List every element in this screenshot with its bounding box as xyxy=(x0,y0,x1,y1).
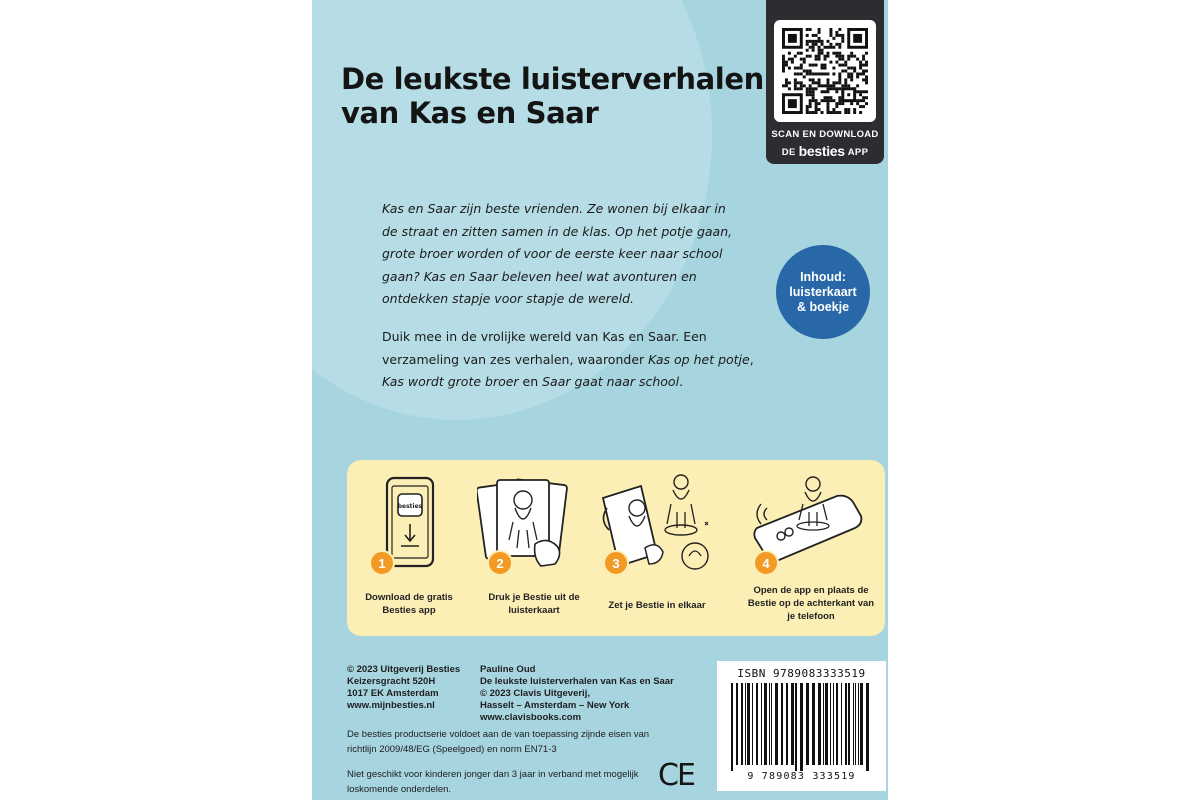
credits-line: © 2023 Clavis Uitgeverij, xyxy=(480,688,590,699)
step-3 xyxy=(593,460,733,636)
qr-caption-2 xyxy=(766,143,884,159)
step-text: Zet je Bestie in elkaar xyxy=(608,600,706,611)
step-number: 3 xyxy=(603,550,629,576)
book-title xyxy=(341,62,764,130)
isbn-label: ISBN 9789083333519 xyxy=(737,667,866,680)
ce-mark-icon: CE xyxy=(658,758,694,793)
credits-info xyxy=(480,664,674,724)
qr-code[interactable] xyxy=(774,20,876,122)
step-1 xyxy=(347,460,481,636)
barcode-icon xyxy=(729,683,874,771)
badge-line-2: luisterkaart xyxy=(789,284,857,299)
contents-badge xyxy=(776,245,870,339)
step-4 xyxy=(735,460,885,636)
qr-code-icon xyxy=(782,28,868,114)
publisher-line: Keizersgracht 520H xyxy=(347,676,436,687)
step-number: 2 xyxy=(487,550,513,576)
back-cover xyxy=(312,0,888,800)
publisher-info xyxy=(347,664,460,712)
step-text: Download de gratis Besties app xyxy=(365,592,453,616)
step-text: Druk je Bestie uit de luisterkaart xyxy=(488,592,580,616)
credits-line: De leukste luisterverhalen van Kas en Saar xyxy=(480,676,674,687)
title-line-1: De leukste luisterverhalen xyxy=(341,62,764,96)
publisher-line: © 2023 Uitgeverij Besties xyxy=(347,664,461,675)
story-title-1: Kas op het potje xyxy=(648,351,750,367)
badge-line-3: & boekje xyxy=(796,299,850,314)
step-number: 1 xyxy=(369,550,395,576)
description-sep-2: en xyxy=(518,374,543,389)
badge-line-1: Inhoud: xyxy=(800,269,846,284)
description-text: Duik mee in de vrolijke wereld van Kas en Saar. Een verzameling van zes verhalen, waaronder xyxy=(382,329,707,367)
description-paragraph xyxy=(382,326,762,394)
qr-caption-suffix: APP xyxy=(847,147,869,158)
compliance-text: De besties productserie voldoet aan de van toepassing zijnde eisen van richtlijn 2009/48/EG (Speelgoed) en norm EN71-3 xyxy=(347,729,650,755)
description-end: . xyxy=(679,374,684,389)
phone-app-label: besties xyxy=(397,503,423,510)
story-title-2: Kas wordt grote broer xyxy=(382,374,519,389)
step-number: 4 xyxy=(753,550,779,576)
intro-paragraph: Kas en Saar zijn beste vrienden. Ze wonen bij elkaar in de straat en zitten samen in de klas. Op het potje gaan, grote broer worden of voor de eerste keer naar school gaan? Kas en Saar beleven heel wat avonturen en ontdekken stapje voor stapje de wereld. xyxy=(382,201,733,306)
description-sep-1: , xyxy=(749,351,754,367)
barcode xyxy=(717,661,886,791)
story-title-3: Saar gaat naar school xyxy=(542,374,680,389)
title-line-2: van Kas en Saar xyxy=(341,96,599,130)
age-warning: Niet geschikt voor kinderen jonger dan 3 jaar in verband met mogelijk loskomende onderdelen. xyxy=(347,769,639,795)
credits-line: Pauline Oud xyxy=(480,664,536,675)
credits-website[interactable]: www.clavisbooks.com xyxy=(480,712,582,723)
instructions-panel xyxy=(347,460,885,636)
barcode-digits: 9 789083 333519 xyxy=(747,771,856,782)
publisher-line: 1017 EK Amsterdam xyxy=(347,688,439,699)
qr-caption-prefix: DE xyxy=(781,147,796,158)
publisher-website[interactable]: www.mijnbesties.nl xyxy=(347,700,435,711)
besties-logo: besties xyxy=(798,143,845,159)
qr-caption-1: SCAN EN DOWNLOAD xyxy=(771,129,879,140)
step-text: Open de app en plaats de Bestie op de achterkant van je telefoon xyxy=(747,585,875,622)
qr-panel xyxy=(766,0,884,164)
credits-line: Hasselt – Amsterdam – New York xyxy=(480,700,630,711)
step-2 xyxy=(471,460,605,636)
